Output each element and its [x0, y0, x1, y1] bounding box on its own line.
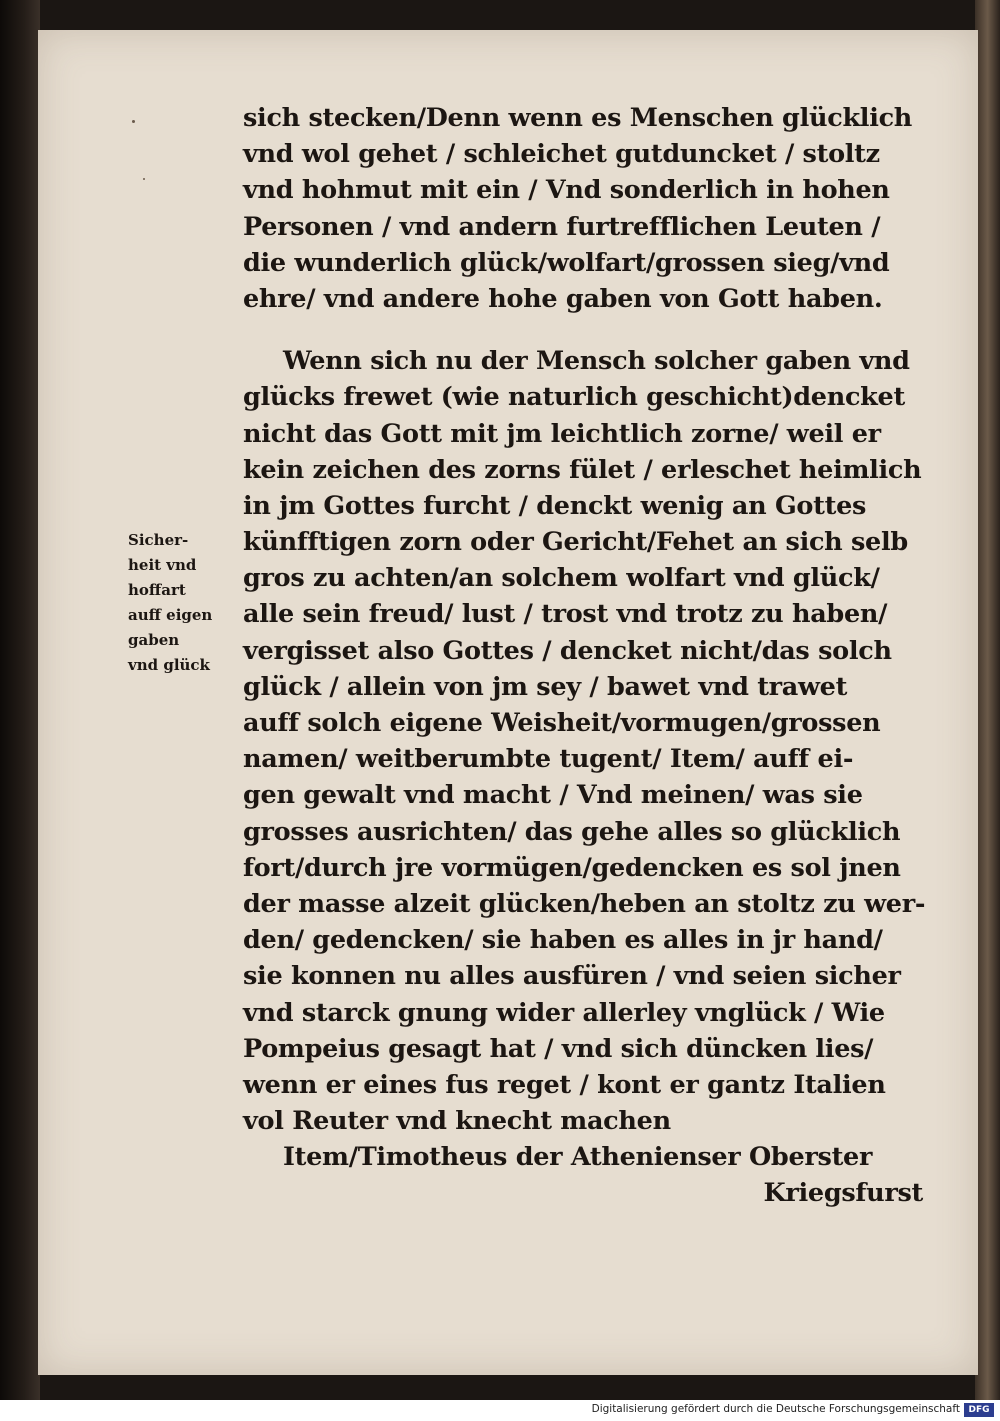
- text-line: der masse alzeit glücken/heben an stoltz zu wer-: [243, 888, 926, 919]
- margin-note: [128, 528, 238, 678]
- margin-note-line: vnd glück: [128, 656, 210, 674]
- text-line: Personen / vnd andern furtrefflichen Leuten /: [243, 211, 881, 242]
- paper-speck: [132, 120, 135, 123]
- text-line: namen/ weitberumbte tugent/ Item/ auff ei-: [243, 744, 854, 775]
- text-line: künfftigen zorn oder Gericht/Fehet an sich selb: [243, 527, 908, 558]
- margin-note-line: Sicher-: [128, 531, 189, 549]
- text-line: glücks frewet (wie naturlich geschicht)dencket: [243, 382, 905, 413]
- text-line: sie konnen nu alles ausfüren / vnd seien sicher: [243, 961, 901, 992]
- main-text: [243, 100, 933, 1212]
- text-line: Pompeius gesagt hat / vnd sich düncken lies/: [243, 1033, 874, 1064]
- text-line: Item/Timotheus der Athenienser Oberster: [283, 1142, 873, 1173]
- text-line: wenn er eines fus reget / kont er gantz Italien: [243, 1069, 886, 1100]
- text-line: vergisset also Gottes / dencket nicht/das solch: [243, 635, 892, 666]
- text-line: alle sein freud/ lust / trost vnd trotz zu haben/: [243, 599, 888, 630]
- text-line: den/ gedencken/ sie haben es alles in jr hand/: [243, 925, 883, 956]
- text-line: fort/durch jre vormügen/gedencken es sol jnen: [243, 852, 901, 883]
- text-line: vnd wol gehet / schleichet gutduncket / stoltz: [243, 139, 880, 170]
- text-line: vnd hohmut mit ein / Vnd sonderlich in hohen: [243, 175, 890, 206]
- text-line: gros zu achten/an solchem wolfart vnd glück/: [243, 563, 880, 594]
- text-line: die wunderlich glück/wolfart/grossen sieg/vnd: [243, 247, 890, 278]
- text-line: kein zeichen des zorns fület / erleschet heimlich: [243, 454, 922, 485]
- text-line: vol Reuter vnd knecht machen: [243, 1106, 671, 1137]
- text-line: gen gewalt vnd macht / Vnd meinen/ was sie: [243, 780, 863, 811]
- text-line: glück / allein von jm sey / bawet vnd trawet: [243, 671, 848, 702]
- text-line: Wenn sich nu der Mensch solcher gaben vnd: [283, 346, 910, 377]
- margin-note-line: auff eigen: [128, 606, 213, 624]
- margin-note-line: hoffart: [128, 581, 186, 599]
- text-line: in jm Gottes furcht / denckt wenig an Gottes: [243, 490, 867, 521]
- text-line: auff solch eigene Weisheit/vormugen/grossen: [243, 708, 881, 738]
- catchword: Kriegsfurst: [763, 1178, 923, 1209]
- text-line: vnd starck gnung wider allerley vnglück / Wie: [243, 997, 885, 1028]
- text-line: nicht das Gott mit jm leichtlich zorne/ weil er: [243, 418, 881, 449]
- text-line: ehre/ vnd andere hohe gaben von Gott haben.: [243, 283, 883, 314]
- page-stack-edge: [975, 0, 1000, 1400]
- margin-note-line: heit vnd: [128, 556, 197, 574]
- book-binding-edge: [0, 0, 40, 1400]
- footer-bar: [0, 1400, 1000, 1421]
- paragraph-gap: [243, 317, 933, 343]
- margin-note-line: gaben: [128, 631, 180, 649]
- funding-notice: Digitalisierung gefördert durch die Deutsche Forschungsgemeinschaft: [591, 1403, 960, 1415]
- text-line: sich stecken/Denn wenn es Menschen glücklich: [243, 103, 913, 133]
- dfg-logo: DFG: [964, 1403, 994, 1417]
- paper-speck: [143, 178, 145, 180]
- text-line: grosses ausrichten/ das gehe alles so glücklich: [243, 816, 901, 847]
